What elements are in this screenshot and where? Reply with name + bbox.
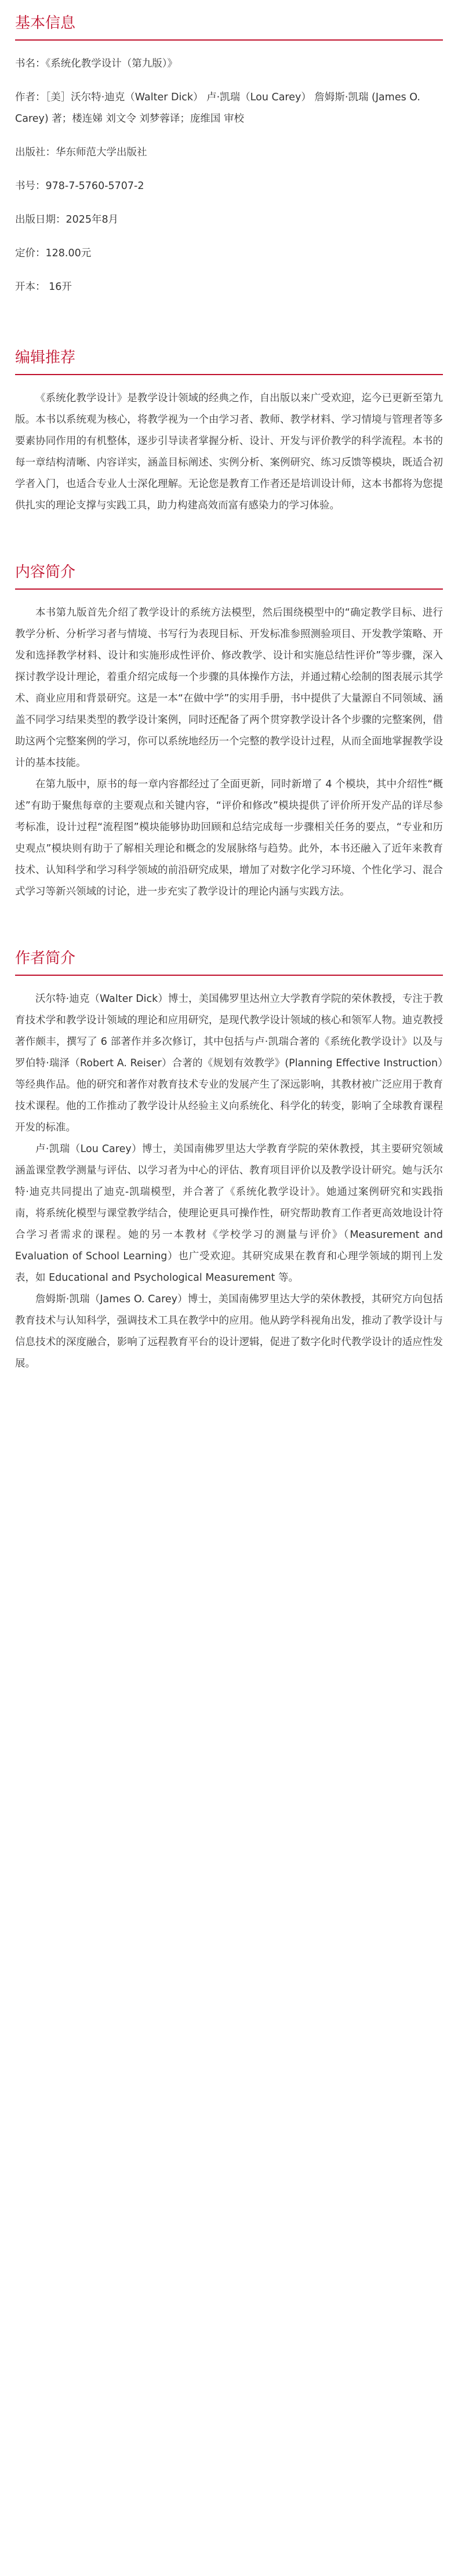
author-intro-paragraph-james-carey: 詹姆斯·凯瑞（James O. Carey）博士，美国南佛罗里达大学的荣休教授，其研究方向包括教育技术与认知科学，强调技术工具在教学中的应用。他从跨学科视角出发，推动了教学设计与信息技术的深度融合，影响了远程教育平台的设计逻辑，促进了数字化时代教学设计的适应性发展。: [15, 1294, 443, 1369]
section-divider: [15, 374, 443, 375]
author-intro-heading: 作者简介: [15, 950, 76, 967]
editor-recommend-paragraph: 《系统化教学设计》是教学设计领域的经典之作，自出版以来广受欢迎，迄今已更新至第九版。本书以系统观为核心，将教学视为一个由学习者、教师、教学材料、学习情境与管理者等多要素协同作用的有机整体，逐步引导读者掌握分析、设计、开发与评价教学的科学流程。本书的每一章结构清晰、内容详实，涵盖目标阐述、实例分析、案例研究、练习反馈等模块，既适合初学者入门，也适合专业人士深化理解。无论您是教育工作者还是培训设计师，这本书都将为您提供扎实的理论支撑与实践工具，助力构建高效而富有感染力的学习体验。: [15, 393, 443, 511]
basic-info-heading: 基本信息: [15, 14, 76, 32]
info-price: 定价：128.00元: [15, 248, 92, 259]
basic-info-section: [15, 12, 443, 298]
info-pub-date: 出版日期：2025年8月: [15, 214, 119, 226]
author-intro-section: [15, 947, 443, 1375]
section-divider: [15, 588, 443, 590]
info-isbn: 书号：978-7-5760-5707-2: [15, 180, 144, 192]
info-format: 开本： 16开: [15, 281, 72, 293]
content-intro-heading: 内容简介: [15, 564, 76, 581]
section-divider: [15, 39, 443, 41]
info-book-title: 书名：《系统化教学设计（第九版）》: [15, 58, 177, 70]
content-intro-paragraph-1: 本书第九版首先介绍了教学设计的系统方法模型，然后围绕模型中的“确定教学目标、进行教学分析、分析学习者与情境、书写行为表现目标、开发标准参照测验项目、开发教学策略、开发和选择教学材料、设计和实施形成性评价、修改教学、设计和实施总结性评价”等步骤，深入探讨教学设计理论，着重介绍完成每一个步骤的具体操作方法，并通过精心绘制的图表展示其学术、商业应用和背景研究。这是一本“在做中学”的实用手册，书中提供了大量源自不同领域、涵盖不同学习结果类型的教学设计案例，同时还配备了两个贯穿教学设计各个步骤的完整案例，借助这两个完整案例的学习，你可以系统地经历一个完整的教学设计过程，从而全面地掌握教学设计的基本技能。: [15, 607, 443, 769]
info-publisher: 出版社：华东师范大学出版社: [15, 147, 147, 158]
author-intro-paragraph-lou-carey: 卢·凯瑞（Lou Carey）博士，美国南佛罗里达大学教育学院的荣休教授，其主要研究领域涵盖课堂教学测量与评估、以学习者为中心的评估、教育项目评价以及教学设计研究。她与沃尔特·迪克共同提出了迪克-凯瑞模型，并合著了《系统化教学设计》。她通过案例研究和实践指南，将系统化模型与课堂教学结合，使理论更具可操作性，研究帮助教育工作者更高效地设计符合学习者需求的课程。她的另一本教材《学校学习的测量与评价》（Measurement and Evaluation of School Learning）也广受欢迎。其研究成果在教育和心理学领域的期刊上发表，如 Educational and Psychological Measurement 等。: [15, 1143, 443, 1284]
section-divider: [15, 975, 443, 976]
editor-recommend-heading: 编辑推荐: [15, 349, 76, 366]
content-intro-paragraph-2: 在第九版中，原书的每一章内容都经过了全面更新，同时新增了 4 个模块，其中介绍性“概述”有助于聚焦每章的主要观点和关键内容，“评价和修改”模块提供了评价所开发产品的详尽参考标准，设计过程“流程图”模块能够协助回顾和总结完成每一步骤相关任务的要点，“专业和历史观点”模块则有助于了解相关理论和概念的发展脉络与趋势。此外，本书还融入了近年来教育技术、认知科学和学习科学领域的前沿研究成果，增加了对数字化学习环境、个性化学习、混合式学习等新兴领域的讨论，进一步充实了教学设计的理论内涵与实践方法。: [15, 779, 443, 898]
editor-recommend-section: [15, 346, 443, 517]
author-intro-paragraph-dick: 沃尔特·迪克（Walter Dick）博士，美国佛罗里达州立大学教育学院的荣休教授，专注于教育技术学和教学设计领域的理论和应用研究，是现代教学设计领域的核心和领军人物。迪克教授著作颇丰，撰写了 6 部著作并多次修订，其中包括与卢·凯瑞合著的《系统化教学设计》以及与罗伯特·瑞泽（Robert A. Reiser）合著的《规划有效教学》(Planning Effective Instruction）等经典作品。他的研究和著作对教育技术专业的发展产生了深远影响，其教材被广泛应用于教育技术课程。他的工作推动了教学设计从经验主义向系统化、科学化的转变，影响了全球教育课程开发的标准。: [15, 993, 443, 1133]
content-intro-section: [15, 561, 443, 903]
info-authors: 作者：［美］沃尔特·迪克（Walter Dick） 卢·凯瑞（Lou Carey） 詹姆斯·凯瑞 (James O. Carey) 著；楼连娣 刘文令 刘梦蓉译；庞维国 审校: [15, 92, 420, 125]
